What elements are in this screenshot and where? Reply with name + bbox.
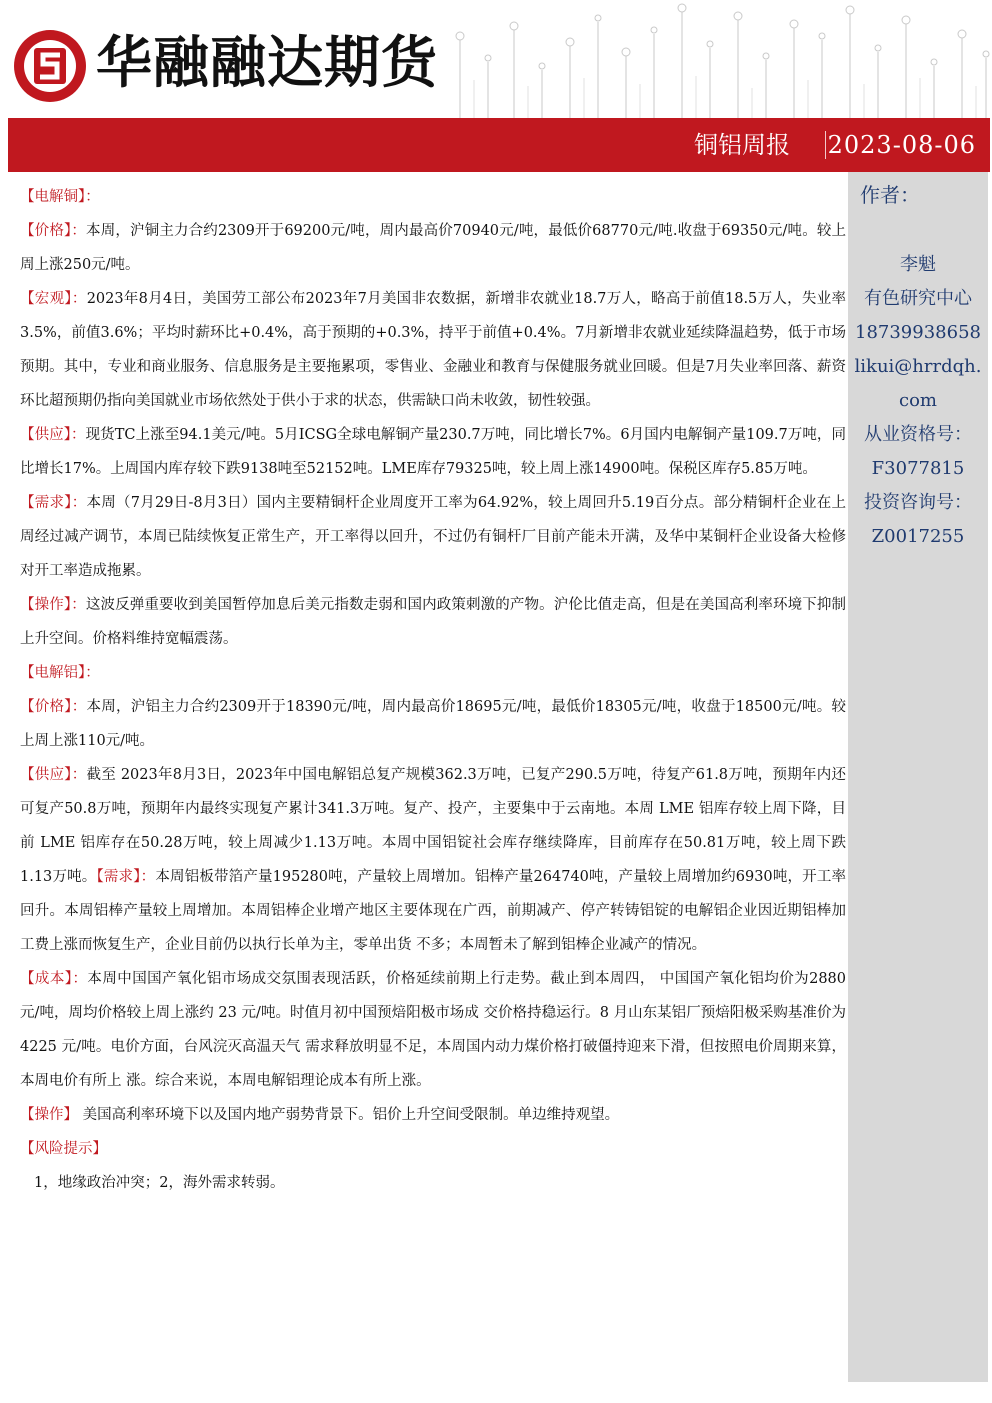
page-header (0, 0, 992, 118)
risk-text: 1，地缘政治冲突；2，海外需求转弱。 (34, 1175, 285, 1191)
aluminum-operation-paragraph (20, 1098, 846, 1132)
aluminum-demand-label: 【需求】： (96, 869, 156, 885)
qualification-label: 从业资格号： (864, 424, 972, 445)
author-name: 李魁 (900, 254, 936, 275)
copper-price-text: 本周，沪铜主力合约2309开于69200元/吨，周内最高价70940元/吨，最低价68770元/吨.收盘于69350元/吨。较上周上涨250元/吨。 (20, 223, 847, 273)
copper-demand-text: 本周（7月29日-8月3日）国内主要精铜杆企业周度开工率为64.92%，较上周回升5.19百分点。部分精铜杆企业在上周经过减产调节，本周已陆续恢复正常生产，开工率得以回升，不过仍有铜杆厂目前产能未开满，及华中某铜杆企业设备大检修对开工率造成拖累。 (20, 495, 846, 579)
copper-operation-text: 这波反弹重要收到美国暂停加息后美元指数走弱和国内政策刺激的产物。沪伦比值走高，但是在美国高利率环境下抑制上升空间。价格料维持宽幅震荡。 (20, 597, 847, 647)
copper-section-label: 【电解铜】： (20, 189, 100, 205)
copper-demand-label: 【需求】： (20, 495, 87, 511)
qualification-number: F3077815 (871, 458, 965, 479)
author-info (852, 248, 984, 554)
copper-macro-label: 【宏观】： (20, 291, 87, 307)
author-department: 有色研究中心 (864, 288, 972, 309)
copper-macro-text: 2023年8月4日，美国劳工部公布2023年7月美国非农数据，新增非农就业18.7万人，略高于前值18.5万人，失业率3.5%，前值3.6%；平均时薪环比+0.4%，高于预期的+0.3%，持平于前值+0.4%。7月新增非农就业延续降温趋势，低于市场预期。其中，专业和商业服务、信息服务是主要拖累项，零售业、金融业和教育与保健服务就业回暖。但是7月失业率回落、薪资环比超预期仍指向美国就业市场依然处于供小于求的状态，供需缺口尚未收敛，韧性较强。 (20, 291, 847, 409)
aluminum-demand-text: 本周铝板带箔产量195280吨，产量较上周增加。铝棒产量264740吨，产量较上周增加约6930吨，开工率回升。本周铝棒产量较上周增加。本周铝棒企业增产地区主要体现在广西，前期减产、停产转铸铝锭的电解铝企业因近期铝棒加工费上涨而恢复生产，企业目前仍以执行长单为主，零单出货 不多；本周暂未了解到铝棒企业减产的情况。 (20, 869, 846, 953)
risk-heading (20, 1132, 846, 1166)
copper-supply-paragraph (20, 418, 846, 486)
copper-operation-paragraph (20, 588, 846, 656)
report-title: 铜铝周报 (694, 131, 790, 159)
aluminum-cost-text: 本周中国国产氧化铝市场成交氛围表现活跃，价格延续前期上行走势。截止到本周四， 中国国产氧化铝均价为2880 元/吨，周均价格较上周上涨约 23 元/吨。时值月初中国预焙阳极市场成 交价格持稳运行。8 月山东某铝厂预焙阳极采购基准价为 4225 元/吨。电价方面，台风浣灭高温天气 需求释放明显不足，本周国内动力煤价格打破僵持迎来下滑，但按照电价周期来算，本周电价有所上 涨。综合来说，本周电解铝理论成本有所上涨。 (20, 971, 847, 1089)
risk-label: 【风险提示】 (20, 1141, 107, 1157)
report-date: 2023-08-06 (827, 131, 976, 159)
copper-price-label: 【价格】： (20, 223, 87, 239)
copper-section-heading (20, 180, 846, 214)
company-logo-icon (10, 26, 90, 106)
aluminum-operation-text: 美国高利率环境下以及国内地产弱势背景下。铝价上升空间受限制。单边维持观望。 (78, 1107, 620, 1123)
author-sidebar (848, 172, 988, 1382)
author-email: likui@hrrdqh.com (854, 356, 982, 411)
consulting-label: 投资咨询号： (864, 492, 972, 513)
title-bar (8, 118, 990, 172)
copper-demand-paragraph (20, 486, 846, 588)
aluminum-cost-paragraph (20, 962, 846, 1098)
author-phone: 18739938658 (855, 322, 981, 343)
author-label: 作者： (860, 183, 920, 207)
aluminum-supply-label: 【供应】： (20, 767, 87, 783)
aluminum-section-label: 【电解铝】： (20, 665, 100, 681)
consulting-number: Z0017255 (871, 526, 965, 547)
aluminum-price-paragraph (20, 690, 846, 758)
aluminum-supply-text: 截至 2023年8月3日，2023年中国电解铝总复产规模362.3万吨，已复产290.5万吨，待复产61.8万吨，预期年内还可复产50.8万吨，预期年内最终实现复产累计341.3万吨。复产、投产，主要集中于云南地。本周 LME 铝库存较上周下降，目前 LME 铝库存在50.28万吨，较上周减少1.13万吨。本周中国铝锭社会库存继续降库，目前库存在50.81万吨，较上周下跌1.13万吨。 (20, 767, 846, 885)
aluminum-operation-label: 【操作】 (20, 1107, 78, 1123)
header-decoration (440, 0, 992, 118)
copper-supply-label: 【供应】： (20, 427, 86, 443)
copper-macro-paragraph (20, 282, 846, 418)
aluminum-supply-paragraph (20, 758, 846, 962)
report-body (20, 180, 846, 1200)
title-divider (825, 131, 826, 159)
brand-name: 华融融达期货 (96, 31, 438, 96)
copper-supply-text: 现货TC上涨至94.1美元/吨。5月ICSG全球电解铜产量230.7万吨，同比增长7%。6月国内电解铜产量109.7万吨，同比增长17%。上周国内库存较下跌9138吨至52152吨。LME库存79325吨，较上周上涨14900吨。保税区库存5.85万吨。 (20, 427, 847, 477)
aluminum-cost-label: 【成本】： (20, 971, 88, 987)
aluminum-price-text: 本周，沪铝主力合约2309开于18390元/吨，周内最高价18695元/吨，最低价18305元/吨，收盘于18500元/吨。较上周上涨110元/吨。 (20, 699, 846, 749)
aluminum-price-label: 【价格】： (20, 699, 87, 715)
copper-operation-label: 【操作】： (20, 597, 86, 613)
copper-price-paragraph (20, 214, 846, 282)
aluminum-section-heading (20, 656, 846, 690)
